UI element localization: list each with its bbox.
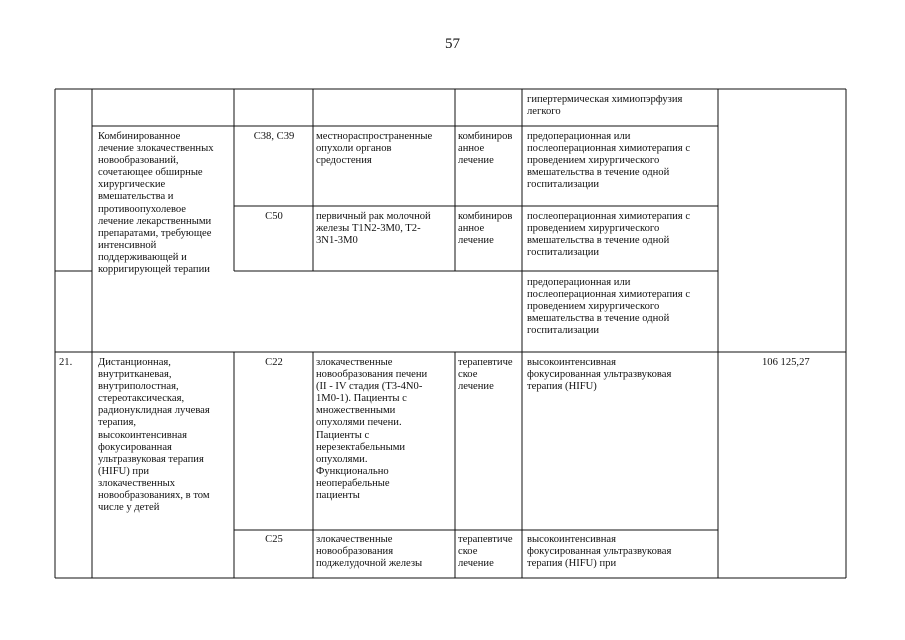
r5-model-cell: злокачественные новообразования поджелудочной железы <box>316 534 423 570</box>
r1-group-name-cell: Комбинированное лечение злокачественных новообразований, сочетающее обширные хирургические вмешательства и противоопухолевое лечение лекарственными препаратами, требующее интенсивной поддерживающей и корригирующей терапии <box>98 131 214 276</box>
r4-codes-cell: C22 <box>265 357 283 368</box>
r2-codes-cell: C50 <box>265 211 283 222</box>
r3-method-cell: предоперационная или послеоперационная химиотерапия с проведением хирургического вмешательства в течение одной госпитализации <box>527 277 691 337</box>
r0-method-cell: гипертермическая химиопэрфузия легкого <box>527 94 683 118</box>
r4-number-cell: 21. <box>59 357 73 368</box>
r2-treatment-cell: комбиниров анное лечение <box>458 211 513 247</box>
r2-method-cell: послеоперационная химиотерапия с проведением хирургического вмешательства в течение одной госпитализации <box>527 211 691 259</box>
r5-treatment-cell: терапевтиче ское лечение <box>458 534 513 570</box>
r4-model-cell: злокачественные новообразования печени (II - IV стадия (T3-4N0- 1M0-1). Пациенты с множественными опухолями печени. Пациенты с нерезектабельными опухолями. Функционально неоперабельные пациенты <box>316 357 428 502</box>
r4-group-name-cell: Дистанционная, внутритканевая, внутриполостная, стереотаксическая, радионуклидная лучевая терапия, высокоинтенсивная фокусированная ультразвуковая терапия (HIFU) при злокачественных новообразованиях, в том числе у детей <box>98 357 210 514</box>
r4-method-cell: высокоинтенсивная фокусированная ультразвуковая терапия (HIFU) <box>527 357 672 393</box>
r1-model-cell: местнораспространенные опухоли органов средостения <box>316 131 433 167</box>
r1-treatment-cell: комбиниров анное лечение <box>458 131 513 167</box>
r1-codes-cell: C38, C39 <box>253 131 295 142</box>
r4-cost-cell: 106 125,27 <box>762 357 810 368</box>
r1-method-cell: предоперационная или послеоперационная химиотерапия с проведением хирургического вмешательства в течение одной госпитализации <box>527 131 691 191</box>
r4-treatment-cell: терапевтиче ское лечение <box>458 357 513 393</box>
r5-codes-cell: C25 <box>265 534 283 545</box>
r5-method-cell: высокоинтенсивная фокусированная ультразвуковая терапия (HIFU) при <box>527 534 672 570</box>
r2-model-cell: первичный рак молочной железы T1N2-3M0, T2- 3N1-3M0 <box>316 211 431 247</box>
page-number: 57 <box>445 36 460 52</box>
